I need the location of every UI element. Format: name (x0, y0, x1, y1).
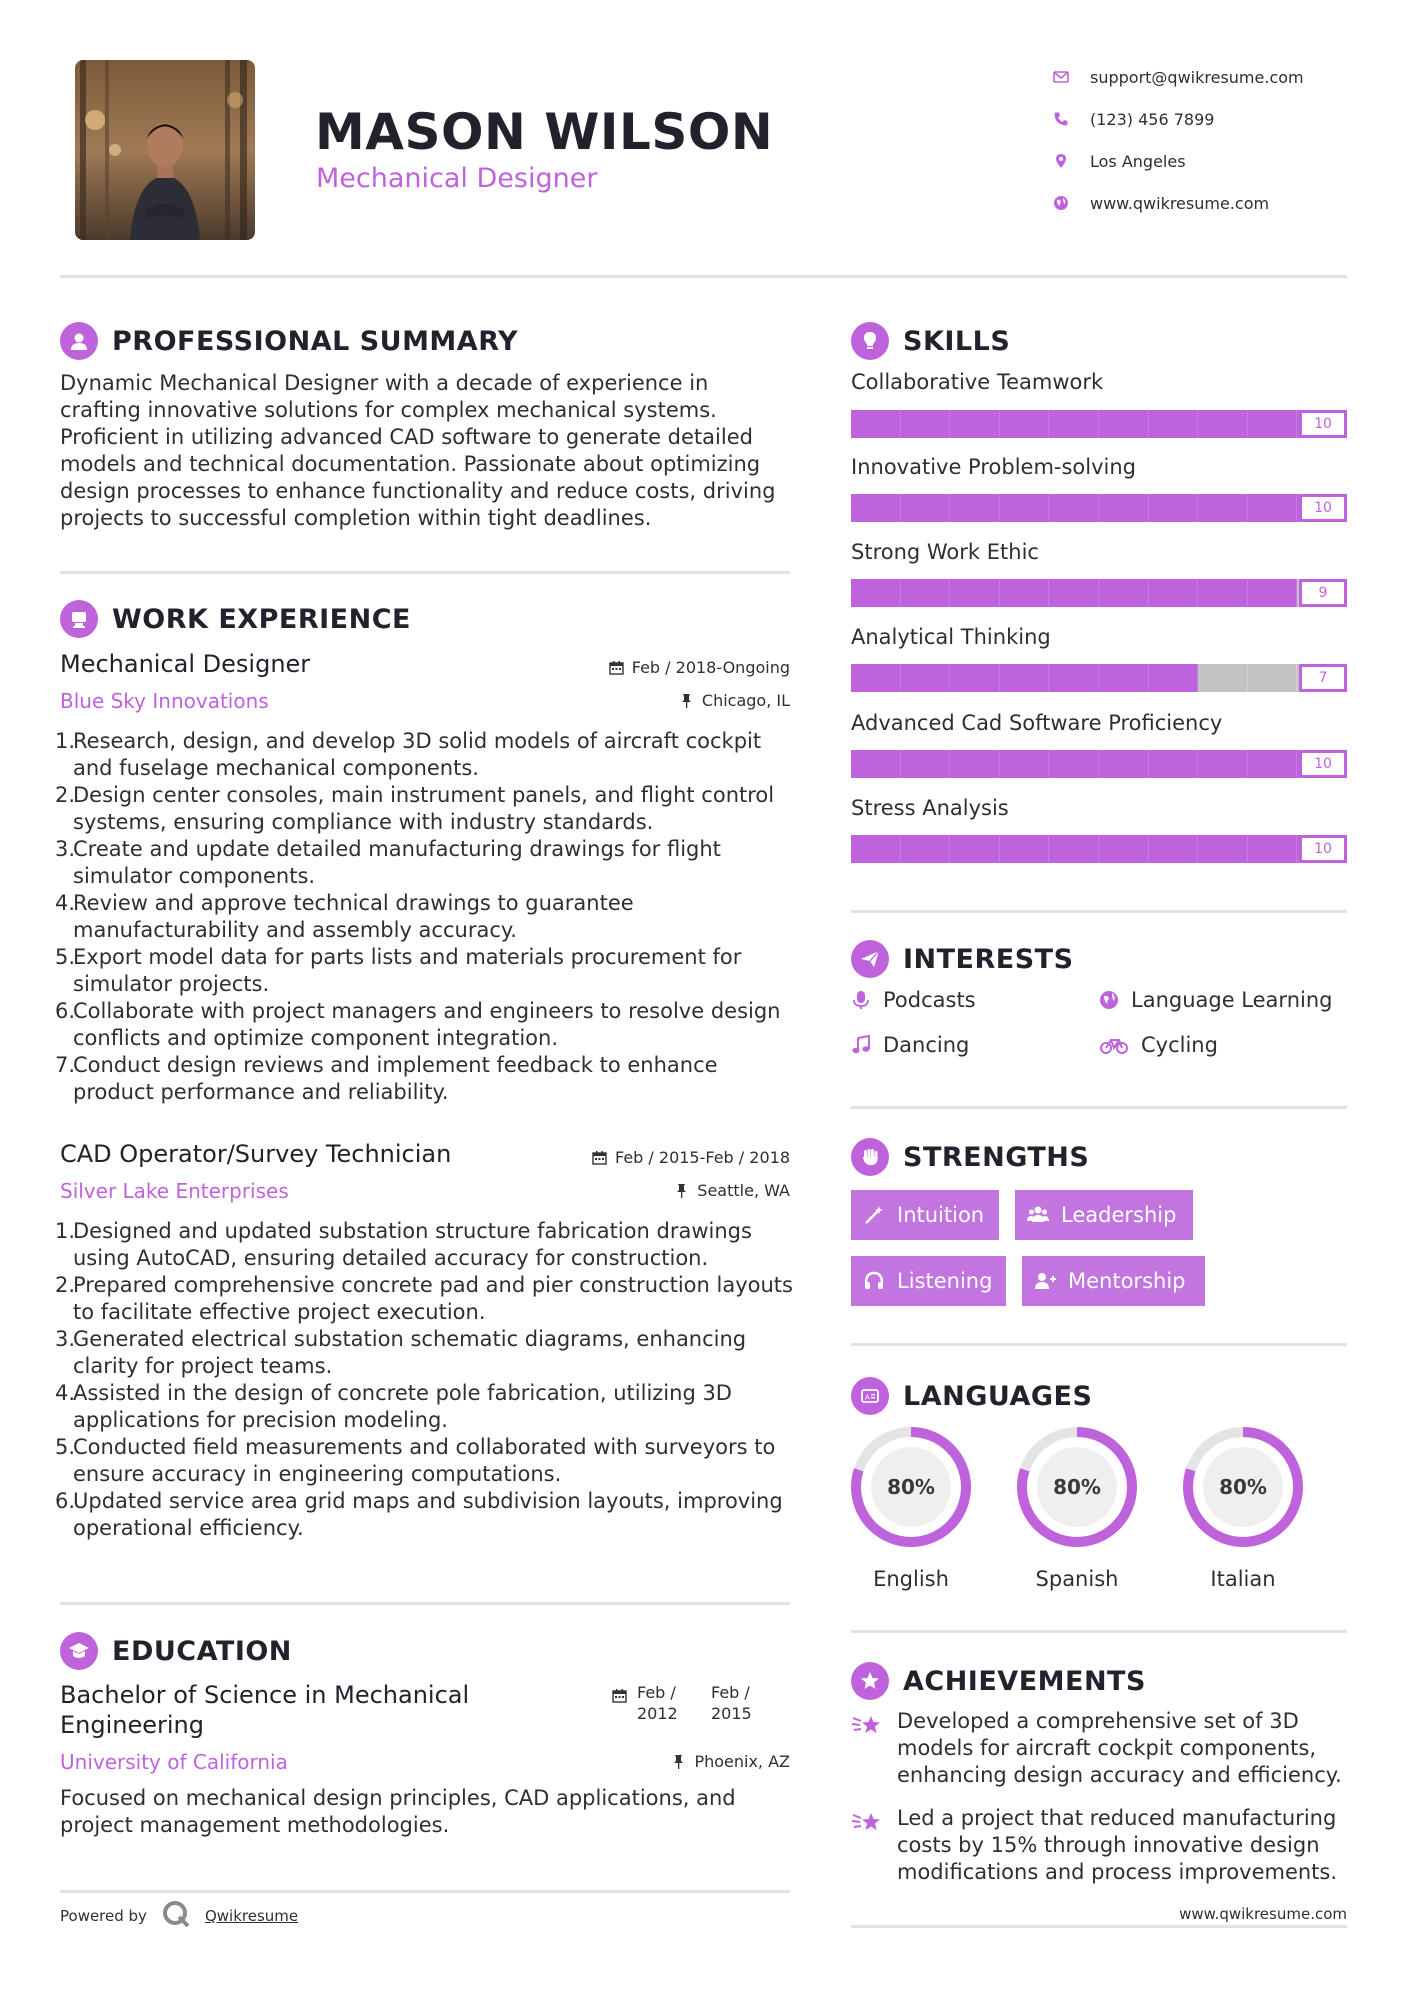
job-duties (55, 728, 795, 1106)
contact-location-text: Los Angeles (1090, 151, 1186, 171)
skills-divider (851, 910, 1347, 913)
list-item: 4. Review and approve technical drawings to guarantee manufacturability and assembly accuracy. (55, 891, 634, 942)
lightbulb-icon (851, 322, 889, 360)
skill-segment (851, 750, 901, 778)
skill-level: 10 (1299, 750, 1347, 778)
skill-segment (1198, 664, 1248, 692)
qwikresume-logo-icon (161, 1899, 191, 1933)
footer-website[interactable]: www.qwikresume.com (1179, 1905, 1347, 1923)
degree-title: Bachelor of Science in Mechanical Engineering (60, 1681, 470, 1739)
languages-divider (851, 1630, 1347, 1633)
headphones-icon (863, 1270, 885, 1292)
award-star-icon (851, 1662, 889, 1700)
language-italian (1181, 1425, 1305, 1591)
pushpin-icon (671, 1754, 686, 1769)
users-icon (1027, 1204, 1049, 1226)
svg-text:A: A (865, 1393, 870, 1402)
strength-leadership: Leadership (1015, 1190, 1193, 1240)
list-item: 6. Collaborate with project managers and engineers to resolve design conflicts and optimize component integration. (55, 999, 781, 1050)
skill-segment (1149, 579, 1199, 607)
education-location (671, 1752, 790, 1771)
skill-level: 10 (1299, 410, 1347, 438)
list-item: 5. Conducted field measurements and collaborated with surveyors to ensure accuracy in engineering computations. (55, 1435, 776, 1486)
language-ring (1015, 1425, 1139, 1549)
graduation-icon (60, 1632, 98, 1670)
skill-segment (1149, 835, 1199, 863)
interest-dancing: Dancing (851, 1033, 969, 1057)
bicycle-icon (1099, 1035, 1129, 1055)
shooting-star-icon (851, 1807, 885, 1837)
contact-location (1050, 140, 1390, 182)
languages-title: LANGUAGES (903, 1380, 1093, 1412)
strength-listening: Listening (851, 1256, 1006, 1306)
skill-segment (1000, 835, 1050, 863)
skill-segment (1198, 579, 1248, 607)
list-item: 5. Export model data for parts lists and materials procurement for simulator projects. (55, 945, 742, 996)
skill-level: 7 (1299, 664, 1347, 692)
education-date (612, 1682, 763, 1724)
list-item: 6. Updated service area grid maps and subdivision layouts, improving operational efficiency. (55, 1489, 783, 1540)
language-percent: 80% (1053, 1475, 1101, 1499)
skill-segment (901, 579, 951, 607)
envelope-icon (1050, 69, 1090, 85)
skill-bar (851, 579, 1347, 607)
school-name: University of California (60, 1750, 288, 1774)
skill-bar (851, 664, 1347, 692)
skills-title: SKILLS (903, 325, 1011, 357)
interests-heading (851, 940, 1074, 978)
powered-by (60, 1899, 298, 1933)
fist-icon (851, 1138, 889, 1176)
list-item: 3. Create and update detailed manufacturing drawings for flight simulator components. (55, 837, 721, 888)
candidate-role: Mechanical Designer (316, 163, 598, 194)
skill-segment (901, 410, 951, 438)
strength-intuition: Intuition (851, 1190, 999, 1240)
skill-segment (1198, 410, 1248, 438)
work-heading (60, 600, 411, 638)
skill-segment (950, 750, 1000, 778)
contact-phone-text: (123) 456 7899 (1090, 109, 1215, 129)
skill-bar (851, 835, 1347, 863)
summary-title: PROFESSIONAL SUMMARY (112, 325, 519, 357)
skill-segment (1049, 750, 1099, 778)
skill-segment (1049, 494, 1099, 522)
education-divider (60, 1890, 790, 1893)
skill-label: Innovative Problem-solving (851, 455, 1137, 479)
pushpin-icon (674, 1183, 689, 1198)
skill-segment (1248, 664, 1298, 692)
skill-segment (1000, 410, 1050, 438)
job-title: Mechanical Designer (60, 650, 311, 678)
skill-segment (1099, 579, 1149, 607)
summary-divider (60, 571, 790, 574)
music-note-icon (851, 1035, 871, 1055)
job-date (592, 1148, 790, 1167)
powered-by-text: Powered by (60, 1907, 147, 1925)
skill-segment (950, 579, 1000, 607)
list-item: 4. Assisted in the design of concrete pole fabrication, utilizing 3D applications for precision modeling. (55, 1381, 732, 1432)
skill-label: Stress Analysis (851, 796, 1009, 820)
achievements-title: ACHIEVEMENTS (903, 1665, 1146, 1697)
language-name: English (873, 1567, 949, 1591)
contact-phone[interactable] (1050, 98, 1390, 140)
achievement-item: Developed a comprehensive set of 3D models for aircraft cockpit components, enhancing design accuracy and efficiency. (851, 1708, 1347, 1789)
contact-email-text: support@qwikresume.com (1090, 67, 1304, 87)
contact-website-text: www.qwikresume.com (1090, 193, 1270, 213)
skill-segment (1198, 835, 1248, 863)
skill-segment (851, 410, 901, 438)
skill-label: Strong Work Ethic (851, 540, 1039, 564)
skill-segment (901, 664, 951, 692)
job-date-text: Feb / 2015-Feb / 2018 (615, 1148, 790, 1167)
work-title: WORK EXPERIENCE (112, 603, 411, 635)
skill-segment (1149, 750, 1199, 778)
skill-segment (1099, 750, 1149, 778)
job-date (609, 658, 790, 677)
location-pin-icon (1050, 153, 1090, 169)
list-item: 3. Generated electrical substation schematic diagrams, enhancing clarity for project teams. (55, 1327, 747, 1378)
language-name: Italian (1210, 1567, 1276, 1591)
list-item: 1. Research, design, and develop 3D solid models of aircraft cockpit and fuselage mechanical components. (55, 729, 762, 780)
skill-segment (1248, 835, 1298, 863)
skill-segment (851, 835, 901, 863)
skill-segment (1000, 494, 1050, 522)
candidate-name: MASON WILSON (315, 103, 774, 161)
skill-segment (1198, 494, 1248, 522)
job-company: Blue Sky Innovations (60, 689, 269, 713)
job-location-text: Seattle, WA (697, 1181, 790, 1200)
skill-segment (1000, 750, 1050, 778)
calendar-icon (612, 1688, 627, 1703)
strengths-title: STRENGTHS (903, 1141, 1090, 1173)
skill-segment (901, 835, 951, 863)
paper-plane-icon (851, 940, 889, 978)
skill-segment (1198, 750, 1248, 778)
language-english (849, 1425, 973, 1591)
achievement-item: Led a project that reduced manufacturing costs by 15% through innovative design modifications and process improvements. (851, 1805, 1347, 1886)
calendar-icon (609, 660, 624, 675)
strengths-heading (851, 1138, 1089, 1176)
skill-label: Analytical Thinking (851, 625, 1051, 649)
list-item: 2. Design center consoles, main instrument panels, and flight control systems, ensuring compliance with industry standards. (55, 783, 775, 834)
skill-segment (851, 494, 901, 522)
contact-website[interactable] (1050, 182, 1390, 224)
header-divider (60, 275, 1347, 278)
summary-text: Dynamic Mechanical Designer with a decade of experience in crafting innovative solutions for complex mechanical systems. Proficient in utilizing advanced CAD software to generate detailed models and technical documentation. Passionate about optimizing design processes to enhance functionality and reduce costs, driving projects to successful completion within tight deadlines. (60, 371, 776, 530)
list-item: 7. Conduct design reviews and implement feedback to enhance product performance and reliability. (55, 1053, 718, 1104)
skill-segment (1000, 579, 1050, 607)
skill-segment (1248, 410, 1298, 438)
skill-segment (950, 835, 1000, 863)
skill-segment (1248, 494, 1298, 522)
skill-segment (1099, 835, 1149, 863)
interests-title: INTERESTS (903, 943, 1074, 975)
job-location (674, 1181, 790, 1200)
skill-segment (1248, 579, 1298, 607)
skill-segment (1149, 664, 1199, 692)
user-icon (60, 322, 98, 360)
interest-cycling: Cycling (1099, 1033, 1218, 1057)
globe-icon (1050, 195, 1090, 211)
calendar-icon (592, 1150, 607, 1165)
education-date-end: Feb / 2015 (711, 1683, 752, 1723)
skill-segment (1248, 750, 1298, 778)
languages-heading (851, 1377, 1092, 1415)
skill-level: 10 (1299, 835, 1347, 863)
skill-segment (1049, 664, 1099, 692)
strengths-divider (851, 1343, 1347, 1346)
skill-segment (1049, 579, 1099, 607)
skill-segment (950, 410, 1000, 438)
job-location (679, 691, 790, 710)
skill-segment (851, 664, 901, 692)
language-percent: 80% (887, 1475, 935, 1499)
skill-segment (1099, 664, 1149, 692)
interests-divider (851, 1106, 1347, 1109)
education-description: Focused on mechanical design principles, CAD applications, and project management methodologies. (60, 1786, 736, 1837)
shooting-star-icon (851, 1710, 885, 1740)
skill-level: 9 (1299, 579, 1347, 607)
achievements-divider (851, 1925, 1347, 1928)
language-name: Spanish (1035, 1567, 1119, 1591)
user-plus-icon (1034, 1270, 1056, 1292)
summary-heading (60, 322, 518, 360)
interest-language-learning: Language Learning (1099, 988, 1332, 1012)
list-item: 2. Prepared comprehensive concrete pad and pier construction layouts to facilitate effective project execution. (55, 1273, 793, 1324)
skill-label: Collaborative Teamwork (851, 370, 1104, 394)
job-company: Silver Lake Enterprises (60, 1179, 289, 1203)
microphone-icon (851, 990, 871, 1010)
interest-podcasts: Podcasts (851, 988, 976, 1012)
job-location-text: Chicago, IL (701, 691, 790, 710)
job-title: CAD Operator/Survey Technician (60, 1140, 452, 1168)
work-divider (60, 1602, 790, 1605)
briefcase-icon (60, 600, 98, 638)
phone-icon (1050, 111, 1090, 127)
skill-segment (1049, 410, 1099, 438)
skill-segment (950, 664, 1000, 692)
globe-icon (1099, 990, 1119, 1010)
skill-level: 10 (1299, 494, 1347, 522)
profile-photo (75, 60, 255, 240)
skill-segment (1099, 410, 1149, 438)
skill-segment (950, 494, 1000, 522)
skill-bar (851, 494, 1347, 522)
contact-list (1050, 56, 1390, 224)
skill-label: Advanced Cad Software Proficiency (851, 711, 1223, 735)
skills-heading (851, 322, 1010, 360)
job-duties (55, 1218, 795, 1542)
strength-mentorship: Mentorship (1022, 1256, 1205, 1306)
list-item: 1. Designed and updated substation structure fabrication drawings using AutoCAD, ensuring detailed accuracy for construction. (55, 1219, 752, 1270)
skill-segment (1000, 664, 1050, 692)
skill-bar (851, 750, 1347, 778)
pushpin-icon (679, 693, 694, 708)
education-heading (60, 1632, 292, 1670)
qwikresume-link[interactable]: Qwikresume (204, 1907, 299, 1925)
skill-segment (851, 579, 901, 607)
skill-segment (1099, 494, 1149, 522)
skill-bar (851, 410, 1347, 438)
education-title: EDUCATION (112, 1635, 292, 1667)
language-card-icon (851, 1377, 889, 1415)
skill-segment (901, 494, 951, 522)
language-percent: 80% (1219, 1475, 1267, 1499)
education-location-text: Phoenix, AZ (694, 1752, 790, 1771)
language-spanish (1015, 1425, 1139, 1591)
contact-email[interactable] (1050, 56, 1390, 98)
job-date-text: Feb / 2018-Ongoing (631, 658, 790, 677)
education-date-start: Feb / 2012 (637, 1683, 678, 1723)
skill-segment (1049, 835, 1099, 863)
language-ring (849, 1425, 973, 1549)
achievements-heading (851, 1662, 1146, 1700)
magic-wand-icon (863, 1204, 885, 1226)
language-ring (1181, 1425, 1305, 1549)
skill-segment (901, 750, 951, 778)
skill-segment (1149, 494, 1199, 522)
skill-segment (1149, 410, 1199, 438)
